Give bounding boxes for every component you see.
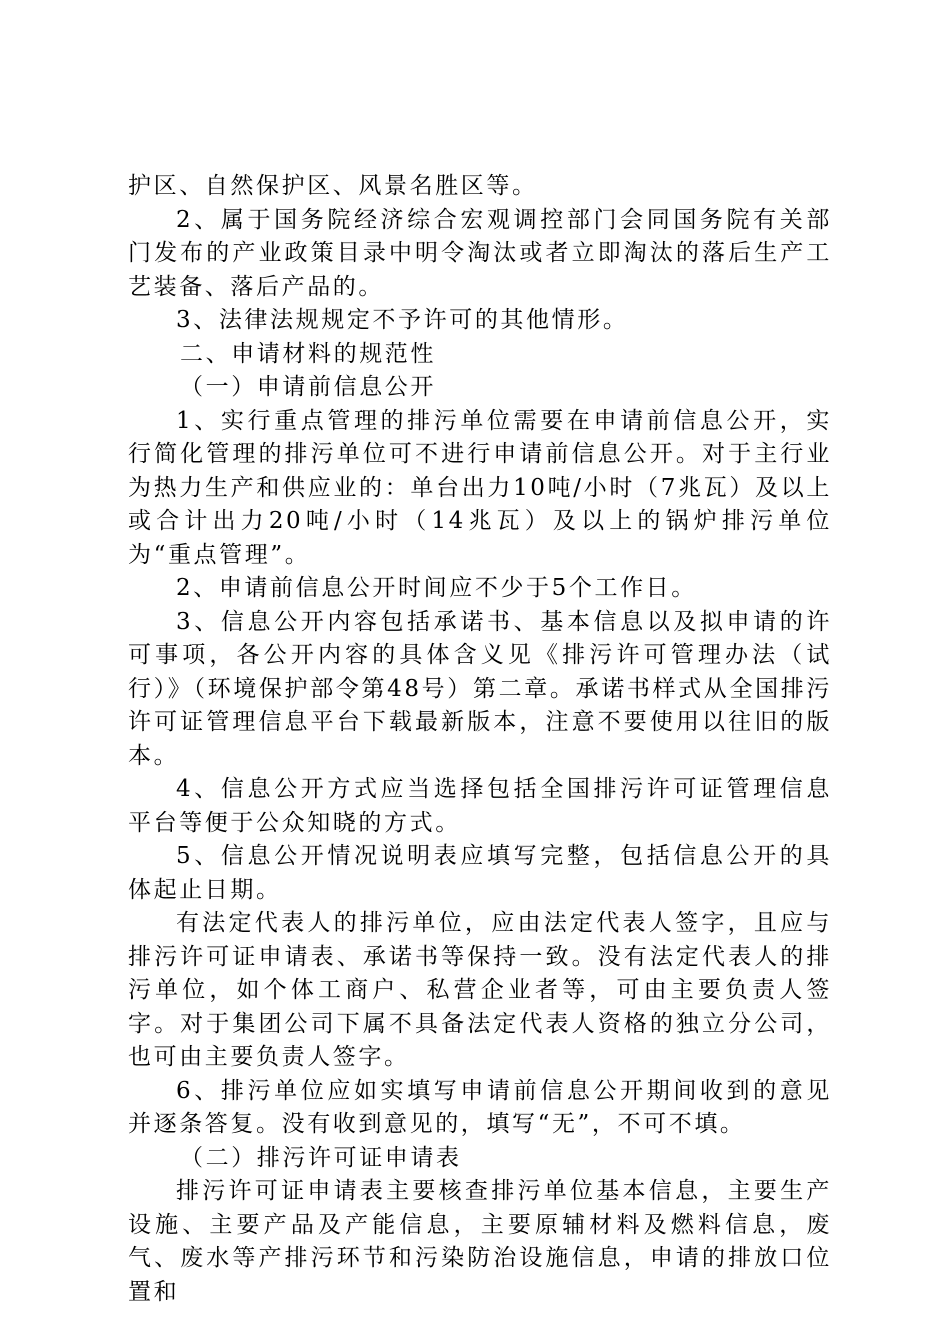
subsection-heading-pre-application-disclosure: （一）申请前信息公开 [180,374,436,400]
paragraph-application-form-review: 排污许可证申请表主要核查排污单位基本信息，主要生产设施、主要产品及产能信息，主要原辅材料及燃料信息，废气、废水等产排污环节和污染防治设施信息，申请的排放口位置和 [128,1178,832,1305]
paragraph-item-2-obsolete-processes: 2、属于国务院经济综合宏观调控部门会同国务院有关部门发布的产业政策目录中明令淘汰或者立即淘汰的落后生产工艺装备、落后产品的。 [128,206,832,300]
paragraph-legal-representative-signature: 有法定代表人的排污单位，应由法定代表人签字，且应与排污许可证申请表、承诺书等保持一致。没有法定代表人的排污单位，如个体工商户、私营企业者等，可由主要负责人签字。对于集团公司下属不具备法定代表人资格的独立分公司，也可由主要负责人签字。 [128,910,832,1070]
document-page [128,170,832,1309]
section-heading-application-materials: 二、申请材料的规范性 [180,340,436,367]
paragraph-protected-areas-continued: 护区、自然保护区、风景名胜区等。 [128,173,538,199]
paragraph-disclosure-item-5: 5、信息公开情况说明表应填写完整，包括信息公开的具体起止日期。 [128,843,832,903]
paragraph-disclosure-item-6: 6、排污单位应如实填写申请前信息公开期间收到的意见并逐条答复。没有收到意见的，填写“无”，不可不填。 [128,1077,832,1137]
paragraph-disclosure-item-4: 4、信息公开方式应当选择包括全国排污许可证管理信息平台等便于公众知晓的方式。 [128,776,832,836]
paragraph-disclosure-item-3: 3、信息公开内容包括承诺书、基本信息以及拟申请的许可事项，各公开内容的具体含义见《排污许可管理办法（试行）》（环境保护部令第48号）第二章。承诺书样式从全国排污许可证管理信息平台下载最新版本，注意不要使用以往旧的版本。 [128,608,832,769]
paragraph-item-3-other-cases: 3、法律法规规定不予许可的其他情形。 [176,307,629,333]
paragraph-disclosure-item-2: 2、申请前信息公开时间应不少于5个工作日。 [176,575,697,601]
paragraph-disclosure-item-1: 1、实行重点管理的排污单位需要在申请前信息公开，实行简化管理的排污单位可不进行申请前信息公开。对于主行业为热力生产和供应业的：单台出力10吨/小时（7兆瓦）及以上或合计出力20吨/小时（14兆瓦）及以上的锅炉排污单位为“重点管理”。 [128,407,832,568]
subsection-heading-permit-application-form: （二）排污许可证申请表 [180,1144,462,1171]
